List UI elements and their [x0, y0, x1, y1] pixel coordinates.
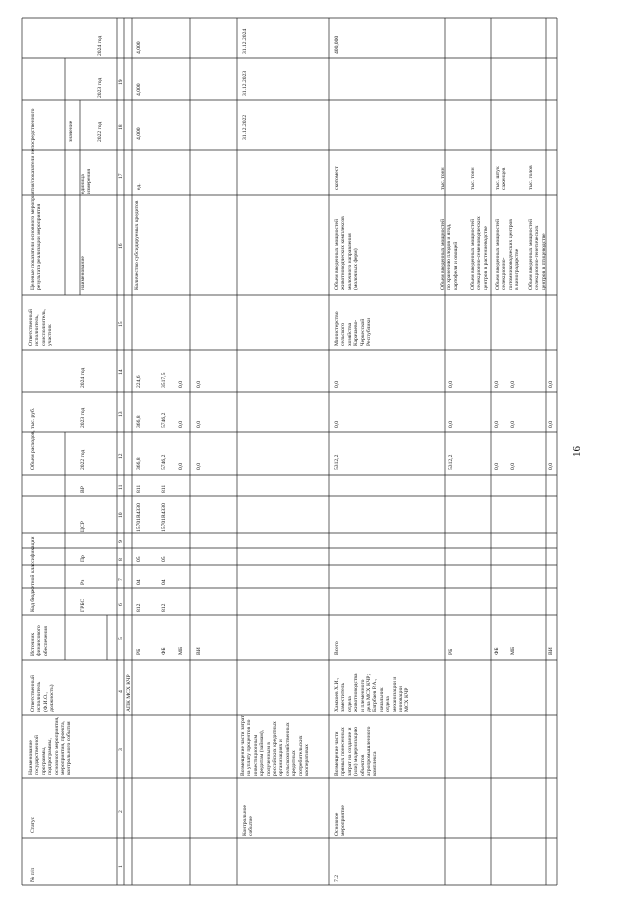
- header-responsible-person-line: Ответственный: [30, 675, 36, 712]
- header-indicator-name: наименование: [80, 256, 86, 290]
- fb-grbs: 812: [161, 603, 167, 612]
- header-rz: Рз: [80, 579, 86, 585]
- column-number: 16: [118, 243, 124, 249]
- header-targets-title-line: результата реализации мероприятия: [36, 203, 43, 290]
- header-value-y2022: 2022 год: [97, 121, 103, 142]
- control-event-name-line: российских кредитных: [272, 721, 278, 776]
- column-number: 9: [118, 540, 124, 543]
- mb-v2023: 0,0: [178, 421, 184, 428]
- rb-source: РБ: [136, 648, 142, 655]
- header-responsible-person-line: (Ф.И.О.,: [42, 692, 49, 712]
- column-number: 12: [118, 453, 124, 459]
- fb-csr: 15701R4330: [161, 503, 167, 532]
- item72-executor-line: Республики: [366, 317, 372, 346]
- item72-responsible-line: отдела: [385, 696, 392, 712]
- item72-v2022: 5312,2: [334, 454, 340, 470]
- vb-source: ВИ: [196, 647, 202, 655]
- item72-responsible-line: Батрбаев Р.А.,: [372, 678, 379, 712]
- item72_mb-v2024: 0,0: [510, 381, 516, 388]
- item72-t2024: 400,000: [334, 35, 340, 54]
- item72-executor-line: Карачаево-: [353, 319, 360, 346]
- item72-name-line: затрат на создание и: [346, 727, 353, 776]
- item72-unit: скотомест: [334, 166, 340, 190]
- item72-responsible-line: МСХ КЧР: [404, 687, 411, 712]
- mb-source: МБ: [178, 646, 184, 655]
- item72_mb-v2023: 0,0: [510, 421, 516, 428]
- rb-t2022: 4,000: [136, 127, 142, 140]
- item72-name-line: (или) модернизацию: [353, 726, 360, 776]
- rb-indicator: Количество субсидируемых кредитов: [134, 200, 140, 290]
- item72_rb-v2023: 0,0: [448, 421, 454, 428]
- header-y2024: 2024 год: [80, 367, 86, 388]
- header-num: № п/п: [30, 867, 36, 882]
- header-executor-line: Ответственный: [28, 309, 34, 346]
- column-number: 6: [118, 603, 124, 606]
- item72_fb-v2022: 0,0: [494, 463, 500, 470]
- header-y2022: 2022 год: [80, 449, 86, 470]
- column-number: 18: [118, 124, 124, 130]
- item72-num: 7.2: [334, 875, 340, 882]
- item72-indicator-line: молочного направления: [346, 233, 353, 290]
- header-funding-source-line: финансового: [36, 625, 43, 656]
- rb-grbs: 812: [136, 603, 142, 612]
- item72-responsible-line: Хамхоев Х.И.,: [334, 677, 340, 712]
- column-number: 4: [118, 690, 124, 693]
- item72_vb-v2024: 0,0: [548, 381, 554, 388]
- header-name-line: подпрограммы,: [47, 738, 54, 775]
- item72-responsible-line: животноводства: [353, 673, 360, 712]
- fb-pr: 05: [161, 556, 167, 562]
- header-name-line: контрольного события: [66, 721, 73, 775]
- item72-executor-line: сельского: [340, 322, 347, 346]
- control-event-name-line: инвестиционным: [252, 734, 259, 776]
- header-value-y2023: 2023 год: [97, 77, 103, 98]
- fb-rz: 04: [161, 579, 167, 585]
- column-number: 15: [118, 321, 124, 327]
- control-event-d2024: 31.12.2024: [242, 28, 248, 54]
- item72-v2024: 0,0: [334, 381, 340, 388]
- item72-rb-indicator-line: картофеля и овощей: [452, 241, 459, 290]
- rb-t2024: 4,000: [136, 41, 142, 54]
- control-event-name-line: сельскохозяйственных: [284, 722, 291, 776]
- control-event-name-line: кредитных: [291, 750, 298, 776]
- control-event-name-line: полученным в: [265, 742, 272, 776]
- item72-vb-indicator-line: Объем введенных мощностей: [528, 219, 534, 290]
- header-responsible-person-line: должность): [49, 684, 56, 712]
- rb-rz: 04: [136, 579, 142, 585]
- item72-indicator-line: животноводческих комплексов: [340, 216, 347, 290]
- item72-name-line: агропромышленного: [366, 726, 372, 776]
- item72-name-line: объектов: [359, 754, 366, 776]
- rb-v2024: 224,6: [136, 375, 142, 388]
- item72_vb-source: ВИ: [548, 647, 554, 655]
- item72-responsible-line: и племенного: [359, 679, 366, 712]
- rb-t2023: 4,000: [136, 83, 142, 96]
- item72-responsible-line: начальник: [378, 687, 385, 712]
- control-event-name-line: потребительских: [297, 735, 304, 776]
- header-unit-line: измерения: [86, 169, 93, 194]
- item72-mb-indicator-line: селекционно-: [501, 257, 508, 290]
- rb-vr: 811: [136, 484, 142, 493]
- item72_fb-v2023: 0,0: [494, 421, 500, 428]
- item72-mb-indicator-line: Объем введенных мощностей: [495, 219, 501, 290]
- page-number: 16: [571, 446, 583, 457]
- header-value: значение: [68, 120, 74, 142]
- column-number: 2: [118, 810, 124, 813]
- item72-fb-indicator-line: Объем введенных мощностей: [470, 219, 476, 290]
- item72_vb-v2022: 0,0: [548, 463, 554, 470]
- column-number: 17: [118, 173, 124, 179]
- header-expenses: Объем расходов, тыс. руб.: [30, 407, 36, 470]
- rb-unit: ед.: [136, 183, 142, 190]
- item72_fb-source: ФБ: [494, 647, 500, 655]
- header-targets-title-line: Целевые показатели основного мероприятия/показатели непосредственного: [30, 108, 36, 290]
- header-executor-line: участник: [47, 324, 54, 346]
- column-number: 19: [118, 79, 124, 85]
- item72-responsible-line: заместитель: [340, 682, 347, 712]
- item72-status-line: мероприятие: [340, 805, 347, 836]
- item72-responsible-line: отдела: [346, 696, 353, 712]
- column-number: 1: [118, 865, 124, 868]
- item72_rb-v2024: 0,0: [448, 381, 454, 388]
- column-number: 8: [118, 558, 124, 561]
- rb-csr: 15701R4330: [136, 503, 142, 532]
- header-name-line: мероприятия, проекта,: [60, 721, 66, 775]
- control-event-status-line: Контрольное: [242, 805, 248, 836]
- mb-v2024: 0,0: [178, 381, 184, 388]
- header-status: Статус: [30, 816, 36, 833]
- header-funding-source-line: Источник: [30, 632, 36, 656]
- item72-executor-line: Черкесской: [359, 318, 366, 346]
- item72-responsible-line: механизации и: [391, 676, 398, 712]
- item72-vb-unit: тыс. голов: [528, 165, 534, 190]
- item72-name-line: прямых понесенных: [340, 727, 347, 776]
- header-y2023: 2023 год: [80, 407, 86, 428]
- vb-v2024: 0,0: [196, 381, 202, 388]
- fb-vr: 811: [161, 484, 167, 493]
- item72_mb-source: МБ: [510, 646, 516, 655]
- vb-v2022: 0,0: [196, 463, 202, 470]
- header-csr: ЦСР: [80, 521, 86, 532]
- item72-source: Всего: [334, 641, 340, 655]
- item72-mb-unit-line: саженцев: [501, 167, 508, 190]
- vb-v2023: 0,0: [196, 421, 202, 428]
- control-event-name-line: на уплату процентов по: [246, 719, 253, 776]
- item72-mb-unit-line: тыс. штук: [495, 166, 501, 190]
- item72-indicator-line: (молочных ферм): [353, 248, 360, 290]
- control-event-name-line: кредитам (займам),: [259, 729, 266, 776]
- header-grbs: ГРБС: [80, 598, 86, 612]
- header-value-y2024: 2024 год: [97, 35, 103, 56]
- item72-fb-indicator-line: селекционно-семеноводческих: [476, 216, 483, 290]
- header-responsible-person-line: исполнитель: [36, 681, 43, 712]
- column-number: 3: [118, 748, 124, 751]
- header-name-line: основного мероприятия,: [53, 716, 60, 775]
- item72_fb-v2024: 0,0: [494, 381, 500, 388]
- mb-v2022: 0,0: [178, 463, 184, 470]
- item72-executor-line: Министерство: [334, 311, 340, 346]
- item72-responsible-line: инновации: [398, 686, 404, 712]
- column-number: 7: [118, 578, 124, 581]
- item72-name-line: Возмещение части: [334, 731, 340, 776]
- column-number: 5: [118, 637, 124, 640]
- item72-fb-indicator-line: центров в растениеводстве: [482, 226, 489, 290]
- item72-vb-indicator-line: селекционно-генетических: [534, 225, 541, 290]
- item72_rb-v2022: 5312,2: [448, 454, 454, 470]
- item72_rb-source: РБ: [448, 648, 454, 655]
- header-funding-source-line: обеспечения: [42, 626, 49, 656]
- control-event-name-line: Возмещение части затрат: [240, 715, 246, 776]
- fb-v2024: 3517,5: [161, 372, 167, 388]
- column-number: 14: [118, 369, 124, 375]
- control-event-status-line: событие: [248, 816, 255, 836]
- header-name-line: программы,: [40, 746, 47, 775]
- header-executor-line: исполнитель,: [34, 314, 41, 346]
- item72-mb-indicator-line: питомниководческих центров: [507, 219, 514, 290]
- section-responsible: АПК МСХ КЧР: [126, 674, 132, 712]
- item72-rb-indicator-line: Объем введенных мощностей: [440, 219, 446, 290]
- item72-indicator-line: Объем введенных мощностей: [334, 219, 340, 290]
- fb-source: ФБ: [161, 647, 167, 655]
- header-pr: Пр: [80, 555, 86, 562]
- header-name-line: государственной: [34, 735, 41, 775]
- item72-vb-indicator-line: центров в птицеводстве: [540, 233, 547, 290]
- header-name-line: Наименование: [28, 740, 34, 775]
- item72-name-line: комплекса: [372, 751, 379, 776]
- item72-responsible-line: дела МСХ КЧР;: [366, 673, 372, 712]
- item72-rb-unit: тыс. тонн: [440, 167, 446, 190]
- item72-executor-line: хозяйства: [346, 322, 353, 346]
- item72_vb-v2023: 0,0: [548, 421, 554, 428]
- item72-v2023: 0,0: [334, 421, 340, 428]
- item72-status-line: Основное: [334, 812, 340, 836]
- control-event-d2022: 31.12.2022: [242, 114, 248, 140]
- item72-fb-unit: тыс. тонн: [470, 167, 476, 190]
- item72_mb-v2022: 0,0: [510, 463, 516, 470]
- header-vr: ВР: [80, 486, 86, 493]
- fb-v2022: 5746,2: [161, 454, 167, 470]
- rb-v2023: 366,8: [136, 415, 142, 428]
- header-unit-line: единица: [80, 174, 86, 194]
- rb-pr: 05: [136, 556, 142, 562]
- control-event-name-line: кооперативах: [304, 744, 310, 776]
- control-event-name-line: организациях и: [278, 739, 285, 776]
- fb-v2023: 5746,2: [161, 412, 167, 428]
- column-number: 13: [118, 411, 124, 417]
- item72-mb-indicator-line: в виноградарстве: [514, 248, 521, 290]
- column-number: 11: [118, 484, 124, 490]
- item72-rb-indicator-line: по хранению плодов и ягод,: [446, 223, 453, 290]
- header-budget-codes: Код бюджетной классификации: [30, 536, 36, 612]
- rb-v2022: 366,8: [136, 457, 142, 470]
- header-executor-line: соисполнитель,: [40, 309, 47, 346]
- control-event-d2023: 31.12.2023: [242, 70, 248, 96]
- column-number: 10: [118, 512, 124, 518]
